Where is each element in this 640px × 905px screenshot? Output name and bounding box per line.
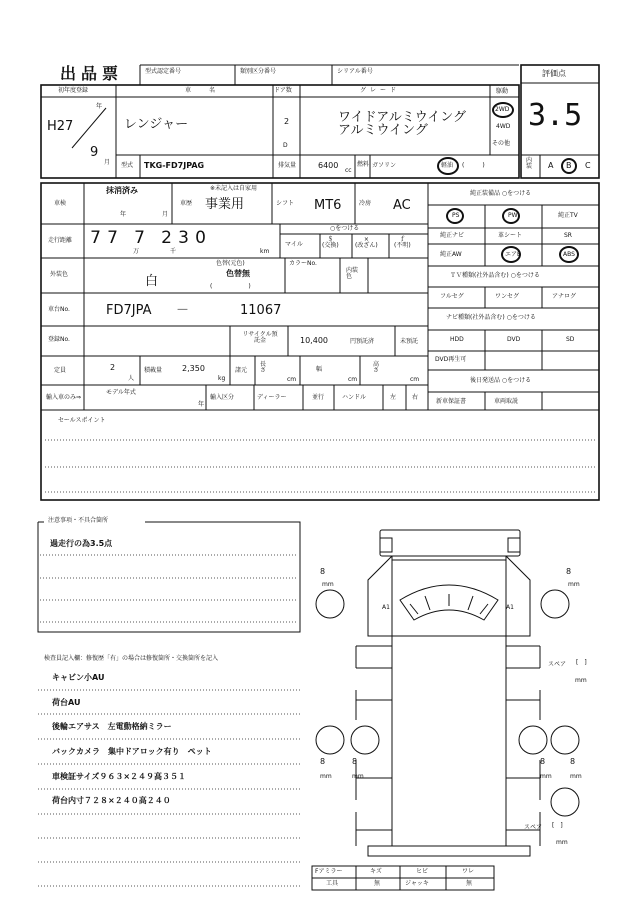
name-label: 車名 — [185, 87, 234, 94]
mileage-digit: 7 — [107, 228, 118, 248]
mileage-digit: 7 — [90, 228, 101, 248]
inspector-line: キャビン小AU — [52, 673, 105, 682]
equip-navi: 純正ナビ — [440, 232, 465, 239]
shift-value: MT6 — [314, 198, 342, 213]
load-label: 積載量 — [144, 367, 163, 374]
tv-title: ＴＶ種類(社外品含む) ○をつける — [450, 272, 540, 279]
legend-scratch: キズ — [370, 868, 382, 875]
import-parallel: 並行 — [312, 394, 325, 401]
month-unit: 月 — [104, 159, 111, 166]
import-label: 輸入車のみ⇒ — [46, 394, 82, 401]
inspector-line: 荷台内寸７２８×２４０高２４０ — [52, 796, 171, 805]
tread-unit: mm — [570, 773, 582, 780]
tread-unit: mm — [568, 581, 580, 588]
legend-mirror: Fアミラー — [315, 868, 343, 875]
equip-abs: ABS — [563, 251, 575, 258]
usage-value: 事業用 — [205, 197, 245, 212]
fuel-gasoline: ガソリン — [372, 162, 397, 169]
notes-label: 注意事項・不具合箇所 — [48, 517, 109, 524]
equip-aw: 純正AW — [440, 251, 462, 258]
tread-rear-left-2: 8 — [352, 757, 358, 766]
mileage-digit: 7 — [134, 228, 145, 248]
chassis-prefix: FD7JPA — [106, 303, 152, 318]
drive-other: その他 — [492, 140, 511, 147]
score-value: 3.5 — [528, 98, 583, 133]
mileage-digit: 0 — [195, 228, 206, 248]
kg-unit: kg — [218, 375, 226, 382]
legend-jack: ジャッキ — [405, 880, 429, 887]
tread-rear-right-2: 8 — [570, 757, 576, 766]
model-label: 型式 — [121, 162, 134, 169]
width-unit: cm — [348, 376, 358, 383]
repaint-label: 色替(元色) — [216, 260, 245, 267]
equip-abs-circle — [559, 246, 579, 263]
width-label: 幅 — [316, 366, 323, 373]
navi-sd: SD — [566, 336, 575, 343]
chassis-number: 11067 — [240, 303, 282, 318]
model-year-unit: 年 — [198, 401, 205, 408]
exterior-label: 外装色 — [50, 271, 69, 278]
after-title: 後日発送品 ○をつける — [470, 377, 532, 384]
mileage-digit: 2 — [161, 228, 172, 248]
shaken-month-unit: 月 — [162, 211, 169, 218]
inspector-label: 検査員記入欄：修復歴「有」の場合は修復箇所・交換箇所を記入 — [44, 655, 219, 662]
tv-analog: アナログ — [552, 293, 577, 300]
tread-unit: mm — [540, 773, 552, 780]
import-dealer: ディーラー — [257, 394, 287, 401]
inspector-line: バックカメラ 集中ドアロック有り ペット — [52, 747, 212, 756]
interior-b-circle — [561, 158, 577, 174]
inspector-line: 後輪エアサス 左電動格納ミラー — [52, 722, 172, 731]
grade-line1: ワイドアルミウイング — [338, 110, 467, 125]
first-reg-month: 9 — [90, 145, 99, 160]
model-year-label: モデル年式 — [106, 389, 136, 396]
height-label: 高さ — [373, 361, 380, 374]
length-unit: cm — [287, 376, 297, 383]
private-note: ※未記入は自家用 — [210, 185, 258, 192]
person-unit: 人 — [128, 375, 135, 382]
drive-2wd-circle — [492, 102, 514, 118]
spare-paren-2: [ ] — [552, 822, 563, 829]
equip-ps-circle — [446, 208, 464, 224]
man-unit: 万 — [133, 248, 140, 255]
legend-crack: ヒビ — [416, 868, 429, 875]
legend-tools: 工具 — [326, 880, 339, 887]
legend-tools-value: 無 — [374, 880, 381, 887]
vehicle-name: レンジャー — [124, 117, 189, 132]
mileage-label: 走行距離 — [48, 237, 73, 244]
displacement-label: 排気量 — [278, 162, 297, 169]
legend-jack-value: 無 — [466, 880, 473, 887]
door-suffix: D — [283, 142, 288, 149]
meter-swap: ＄ (交換) — [322, 236, 339, 249]
notes-line: 過走行の為3.5点 — [50, 539, 113, 548]
km-unit: km — [260, 248, 270, 255]
mileage-digits — [87, 228, 209, 248]
recycle-fee: 10,400 — [300, 336, 328, 345]
repaint-paren: ( ) — [210, 283, 251, 290]
cabin-mark-left: A1 — [382, 604, 390, 611]
equip-airbag-circle — [501, 246, 521, 263]
meter-tamper: × (改ざん) — [355, 236, 378, 249]
ac-value: AC — [393, 198, 411, 213]
interior-b: B — [566, 161, 572, 170]
serial-label: シリアル番号 — [337, 68, 373, 75]
first-reg-label: 初年度登録 — [58, 87, 89, 94]
navi-title: ナビ種類(社外品含む) ○をつける — [446, 314, 536, 321]
navi-dvd: DVD — [507, 336, 521, 343]
mileage-digit: 3 — [178, 228, 189, 248]
drive-label: 駆動 — [496, 88, 509, 95]
tread-unit: mm — [575, 677, 587, 684]
drive-4wd: 4WD — [496, 123, 511, 130]
tread-rear-left-1: 8 — [320, 757, 326, 766]
length-label: 長さ — [260, 361, 267, 374]
equip-ps: PS — [452, 212, 460, 219]
tv-oneseg: ワンセグ — [495, 293, 520, 300]
mile-label: マイル — [285, 241, 303, 248]
load-value: 2,350 — [182, 364, 205, 373]
dvd-playable: DVD再生可 — [435, 356, 467, 363]
tread-unit: mm — [352, 773, 364, 780]
handle-left: 左 — [390, 394, 397, 401]
tread-unit: mm — [320, 773, 332, 780]
interior-label: 内装 — [526, 157, 533, 170]
equip-leather: 革シート — [498, 232, 523, 239]
interior-c: C — [585, 161, 591, 170]
grade-line2: アルミウイング — [338, 123, 428, 138]
capacity-label: 定員 — [54, 367, 67, 374]
shaken-year-unit: 年 — [120, 211, 127, 218]
tread-front-right: 8 — [566, 567, 572, 576]
meter-unknown: ｆ (不明) — [394, 236, 411, 249]
drive-2wd: 2WD — [495, 106, 510, 113]
ac-label: 冷房 — [359, 200, 372, 207]
inspector-line: 荷台AU — [52, 698, 81, 707]
equip-tv: 純正TV — [558, 212, 578, 219]
tv-fullseg: フルセグ — [440, 293, 464, 300]
year-unit: 年 — [96, 103, 103, 110]
handle-right: 右 — [412, 394, 419, 401]
handle-label: ハンドル — [342, 394, 367, 401]
model-code: TKG-FD7JPAG — [144, 161, 205, 170]
sales-point-label: セールスポイント — [58, 417, 106, 424]
door-count: 2 — [284, 117, 290, 126]
fuel-diesel: 軽油 — [441, 162, 454, 169]
meter-circle-hint: ○をつける — [330, 225, 360, 232]
fuel-diesel-circle — [437, 157, 459, 175]
type-class-label: 類別区分番号 — [240, 68, 277, 75]
tread-unit: mm — [556, 839, 568, 846]
cabin-mark-right: A1 — [506, 604, 514, 611]
shaken-label: 車検 — [54, 200, 67, 207]
spare-label-1: スペア — [548, 661, 567, 668]
import-class-label: 輸入区分 — [210, 394, 235, 401]
navi-hdd: HDD — [450, 336, 464, 343]
equip-sr: SR — [564, 232, 572, 239]
doors-label: ドア数 — [274, 87, 292, 94]
tread-front-left: 8 — [320, 567, 326, 576]
color-no-label: カラーNo. — [289, 260, 317, 267]
first-reg-era-year: H27 — [47, 119, 74, 134]
fuel-label: 燃料 — [357, 161, 370, 168]
grade-label: グレード — [360, 87, 401, 94]
reg-no-label: 登録No. — [48, 336, 70, 343]
tread-unit: mm — [322, 581, 334, 588]
spare-paren-1: [ ] — [576, 659, 587, 666]
capacity-value: 2 — [110, 363, 116, 372]
chassis-label: 車台No. — [48, 306, 70, 313]
repaint-value: 色替無 — [226, 269, 250, 278]
spare-label-2: スペア — [524, 824, 543, 831]
height-unit: cm — [410, 376, 420, 383]
form-title: 出品票 — [60, 64, 124, 83]
cc-unit: cc — [345, 167, 352, 174]
inspector-line: 車検証サイズ９６３×２４９高３５１ — [52, 772, 187, 781]
truck-diagram — [316, 530, 579, 856]
interior-color-label: 内装色 — [346, 267, 359, 280]
model-cert-label: 型式認定番号 — [145, 68, 182, 75]
sen-unit: 千 — [170, 248, 177, 255]
after-warranty: 新車保証書 — [436, 398, 467, 405]
after-manual: 車両取説 — [494, 398, 519, 405]
score-label: 評価点 — [542, 69, 566, 78]
recycle-paid: 円預託済 — [350, 338, 375, 345]
recycle-unpaid: 未預託 — [400, 338, 419, 345]
exterior-color: 白 — [145, 274, 159, 289]
recycle-label: リサイクル預託金 — [242, 331, 278, 344]
equip-pw-circle — [502, 208, 520, 224]
equip-pw: PW — [508, 212, 518, 219]
displacement-value: 6400 — [318, 161, 339, 170]
interior-a: A — [548, 161, 554, 170]
legend-break: ワレ — [462, 868, 475, 875]
shift-label: シフト — [276, 200, 295, 207]
tread-rear-right-1: 8 — [540, 757, 546, 766]
shaken-value: 抹消済み — [106, 186, 138, 195]
dims-label: 諸元 — [235, 367, 248, 374]
chassis-dash: － — [176, 303, 190, 318]
equip-airbag: エアB — [505, 251, 522, 258]
equipment-title: 純正装備品 ○をつける — [470, 190, 532, 197]
fuel-paren: ( ) — [462, 162, 485, 169]
usage-label: 車歴 — [180, 200, 193, 207]
